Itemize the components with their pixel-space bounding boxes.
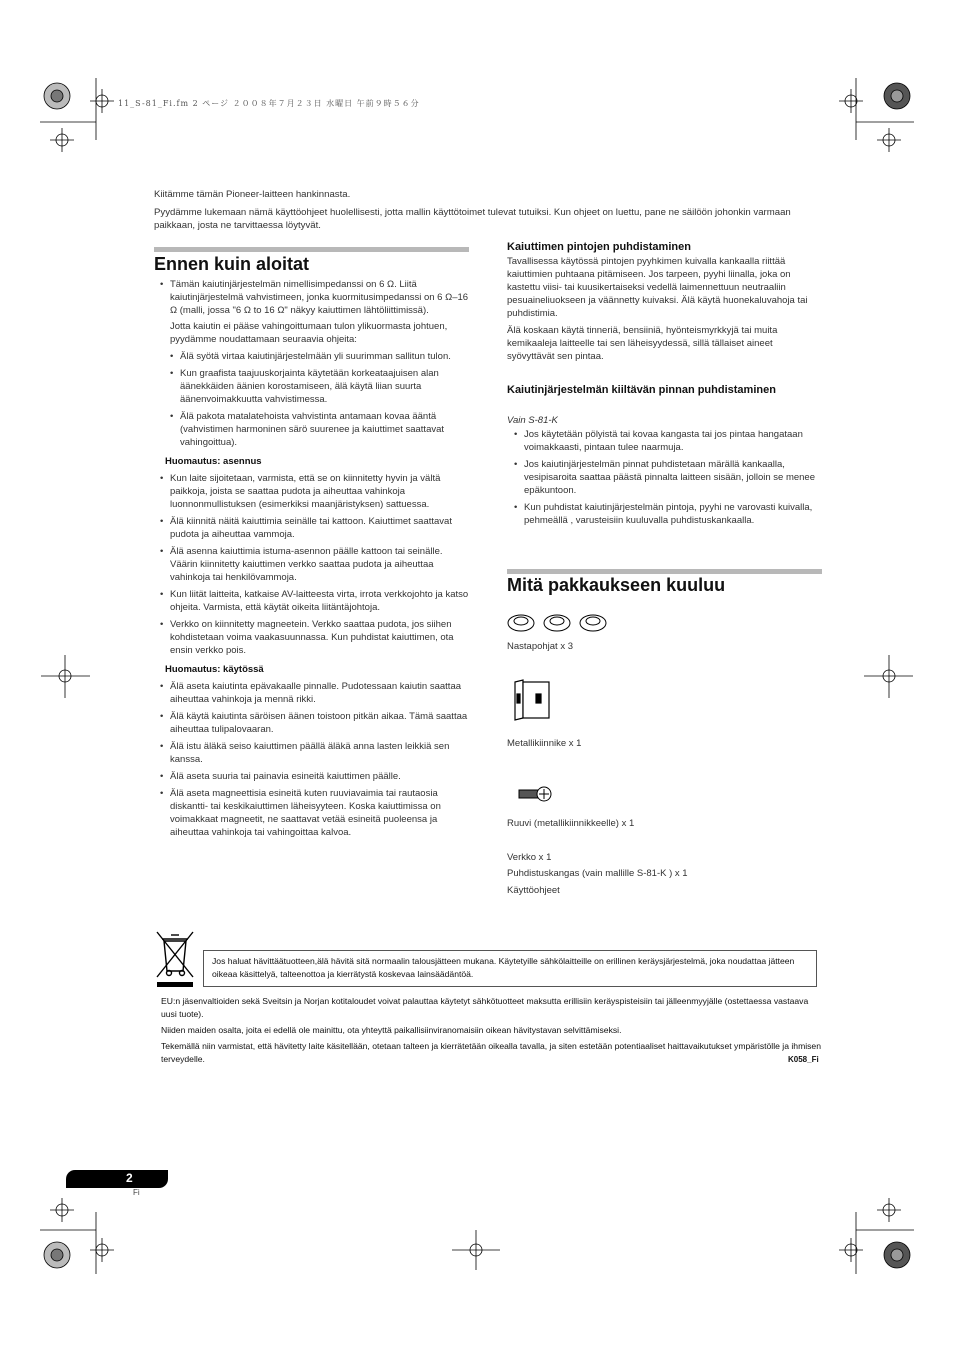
weee-paragraph: Tekemällä niin varmistat, että hävitetty laite käsitellään, otetaan talteen ja kierrätetään oikealla tavalla, ja siten estetään potentiaaliset haittavaikutukset ympäristölle ja ihmisen terveydelle. <box>161 1041 821 1064</box>
list-item: • Jos käytetään pölyistä tai kovaa kangasta tai jos pintaa hangataan voimakkaasti, pintaan tulee naarmuja. <box>514 428 822 454</box>
list-item: • Verkko on kiinnitetty magneetein. Verkko saattaa pudota, jos siihen kohdistetaan voima vaakasuunnassa. Kun puhdistat kaiuttimen, ota ensin verkko pois. <box>160 618 470 657</box>
screw-illustration <box>517 785 553 803</box>
item-manual: Käyttöohjeet <box>507 885 560 896</box>
weee-bin-icon <box>154 929 196 989</box>
chemicals-warning: Älä koskaan käytä tinneriä, bensiiniä, hyönteismyrkkyjä tai muita kemikaaleja laitteelle tai sen läheisyydessä, sillä tällaiset aineet syövyttävät sen pintaa. <box>507 325 778 362</box>
weee-paragraph: EU:n jäsenvaltioiden sekä Sveitsin ja Norjan kotitaloudet voivat palauttaa käytetyt sähkötuotteet maksutta erillisiin keräyspisteisiin tai jälleenmyyjälle (ostettaessa vastaava uusi tuote). <box>161 996 809 1019</box>
overload-text: Jotta kaiutin ei pääse vahingoittumaan tulon ylikuormasta johtuen, pyydämme noudattamaan seuraavia ohjeita: <box>170 321 448 345</box>
impedance-text: Tämän kaiutinjärjestelmän nimellisimpedanssi on 6 Ω. Liitä kaiutinjärjestelmä vahvistimeen, jonka kuormitusimpedanssi on 6 Ω–16 Ω (malli, jossa "6 Ω to 16 Ω" näkyy kaiuttimen lähtöliittimissä). <box>170 279 469 316</box>
section-title-before-start: Ennen kuin aloitat <box>154 254 310 274</box>
intro-read-instructions: Pyydämme lukemaan nämä käyttöohjeet huolellisesti, jotta mallin käyttötoimet tulevat tutuiksi. Kun ohjeet on luettu, pane ne säilöön johonkin varmaan paikkaan, josta ne tarvittaessa löytyvät. <box>154 207 791 231</box>
list-item: • Älä kiinnitä näitä kaiuttimia seinälle tai kattoon. Kaiuttimet saattavat pudota ja aiheuttaa vammoja. <box>160 515 470 541</box>
page-language: Fi <box>133 1188 140 1197</box>
left-column-content <box>160 278 470 843</box>
page-number: 2 <box>126 1171 133 1185</box>
gloss-heading: Kaiutinjärjestelmän kiiltävän pinnan puhdistaminen <box>507 384 776 396</box>
list-item: • Älä aseta kaiutinta epävakaalle pinnalle. Pudotessaan kaiutin saattaa aiheuttaa vahinkoja ja mennä rikki. <box>160 680 470 706</box>
page-tab <box>66 1170 168 1188</box>
section-title-package: Mitä pakkaukseen kuuluu <box>507 575 726 595</box>
clean-paragraph: Tavallisessa käytössä pintojen pyyhkimen kuivalla kankaalla riittää kaiuttimien puhtaana pitämiseen. Jos tarpeen, pyyhi liinalla, joka on kastettu viisi- tai kuusikertaiseksi vedellä laimennettuun neutraaliin pesuaineliuokseen ja väännetty kuivaksi. Älä käytä huonekaluvahoja tai puhdistimia. <box>507 256 808 319</box>
section-divider <box>507 569 822 574</box>
list-item: • Kun laite sijoitetaan, varmista, että se on kiinnitetty hyvin ja vältä paikkoja, joista se saattaa pudota ja aiheuttaa vahinkoja luonnonmullistuksen (esimerkiksi maanjäristyksen) sattuessa. <box>160 472 470 511</box>
list-item: • Älä istu äläkä seiso kaiuttimen päällä äläkä anna lasten leikkiä sen kanssa. <box>160 740 470 766</box>
note-use-heading: Huomautus: käytössä <box>165 664 264 675</box>
bracket-illustration <box>511 678 553 722</box>
section-divider <box>154 247 469 252</box>
item-grille: Verkko x 1 <box>507 852 552 863</box>
list-item: • Älä käytä kaiutinta säröisen äänen toistoon pitkän aikaa. Tämä saattaa aiheuttaa tulipalovaaran. <box>160 710 470 736</box>
clean-content <box>507 255 822 367</box>
file-header: 11_S-81_Fi.fm 2 ページ ２００８年７月２３日 水曜日 午前９時５６分 <box>118 99 420 108</box>
intro-thanks: Kiitämme tämän Pioneer-laitteen hankinnasta. <box>154 189 351 200</box>
weee-paragraph: Niiden maiden osalta, joita ei edellä ole mainittu, ota yhteyttä paikallisiinviranomaisiin oikean hävitystavan selvittämiseksi. <box>161 1025 622 1035</box>
model-note: Vain S-81-K <box>507 415 558 426</box>
weee-code: K058_Fi <box>788 1055 819 1064</box>
list-item <box>160 278 470 449</box>
clean-heading: Kaiuttimen pintojen puhdistaminen <box>507 241 691 253</box>
note-install-heading: Huomautus: asennus <box>165 456 262 467</box>
weee-notice-box: Jos haluat hävittäätuotteen,älä hävitä sitä normaalin talousjätteen mukana. Käytetyille sähkölaitteille on erillinen keräysjärjestelmä, joka noudattaa jätteen oikeaa käsittelyä, talteenottoa ja kierrätystä koskevaa lainsäädäntöä. <box>203 950 817 987</box>
list-item: • Kun graafista taajuuskorjainta käytetään korkeataajuisen alan äänekkäiden äänien korostamiseen, älä käytä liian suurta äänenvoimakkuutta vahvistimessa. <box>170 367 470 406</box>
list-item: • Älä syötä virtaa kaiutinjärjestelmään yli suurimman sallitun tulon. <box>170 350 470 363</box>
item-screw: Ruuvi (metallikiinnikkeelle) x 1 <box>507 818 635 829</box>
item-bracket: Metallikiinnike x 1 <box>507 738 582 749</box>
list-item: • Kun puhdistat kaiutinjärjestelmän pintoja, pyyhi ne varovasti kuivalla, pehmeällä , varusteisiin kuuluvalla puhdistuskankaalla. <box>514 501 822 527</box>
item-cloth: Puhdistuskangas (vain mallille S-81-K ) x 1 <box>507 868 688 879</box>
item-pads: Nastapohjat x 3 <box>507 641 574 652</box>
list-item: • Älä pakota matalatehoista vahvistinta antamaan kovaa ääntä (vahvistimen harmoninen särö suurenee ja kaiuttimet saattavat vahingoittua). <box>170 410 470 449</box>
list-item: • Älä aseta suuria tai painavia esineitä kaiuttimen päälle. <box>160 770 470 783</box>
list-item: • Älä aseta magneettisia esineitä kuten ruuviavaimia tai rautaosia diskantti- tai keskikaiuttimen läheisyyteen. Koska kaiuttimissa on voimakkaat magneetit, ne saattavat vetää esineitä puoleensa ja aiheuttaa vahinkoja tai vahingoittaa kalvoa. <box>160 787 470 839</box>
gloss-list <box>514 428 822 531</box>
list-item: • Jos kaiutinjärjestelmän pinnat puhdistetaan märällä kankaalla, vesipisaroita saattaa päästä pinnalta laitteen sisään, jolloin se menee epäkuntoon. <box>514 458 822 497</box>
list-item: • Kun liität laitteita, katkaise AV-laitteesta virta, irrota verkkojohto ja katso ohjeita. Varmista, että käytät oikeita liitäntäjohtoja. <box>160 588 470 614</box>
pads-illustration <box>507 608 607 638</box>
list-item: • Älä asenna kaiuttimia istuma-asennon päälle kattoon tai seinälle. Väärin kiinnitetty kaiuttimen verkko saattaa pudota ja aiheuttaa vahinkoja tai henkilövammoja. <box>160 545 470 584</box>
